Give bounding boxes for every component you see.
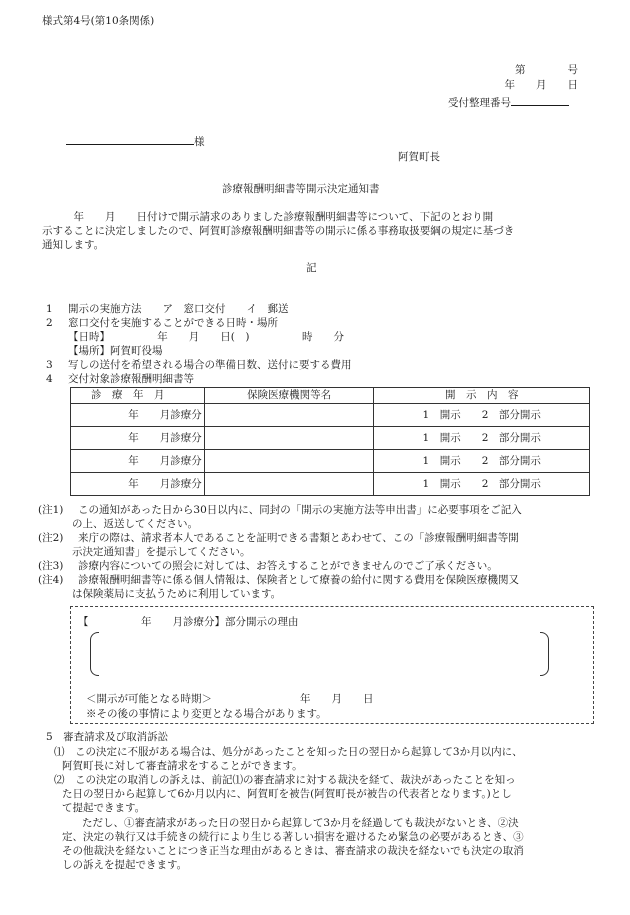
form-number: 様式第4号(第10条関係) <box>42 15 155 27</box>
item-2-counter-delivery: 窓口交付を実施することができる日時・場所 <box>68 317 278 329</box>
cell-month: 年 月診療分 <box>71 473 205 496</box>
note-4-label: (注4) <box>38 574 64 586</box>
receipt-number <box>448 93 569 110</box>
section-5-p2-line-1: ⑵ この決定の取消しの訴えは、前記⑴の審査請求に対する裁決を経て、裁決があったことを知っ <box>54 774 516 786</box>
note-1-label: (注1) <box>38 504 64 516</box>
intro-line-2: 示することに決定しましたので、阿賀町診療報酬明細書等の開示に係る事務取扱要綱の規定に基づき <box>42 225 515 237</box>
cell-institution[interactable] <box>204 473 374 496</box>
note-3-line-1: 診療内容についての照会に対しては、お答えすることができませんのでご了承ください。 <box>78 560 498 572</box>
addressee-name-field[interactable] <box>66 132 194 145</box>
item-4-number: 4 <box>46 373 53 385</box>
disclosure-period-date: 年 月 日 <box>300 693 374 705</box>
note-1-line-2: の上、返送してください。 <box>72 518 198 530</box>
disclosure-period-label: ＜開示が可能となる時期＞ <box>86 693 212 705</box>
addressee-line <box>66 132 205 149</box>
item-3-mailing: 写しの送付を希望される場合の準備日数、送付に要する費用 <box>68 359 352 371</box>
header-institution: 保険医療機関等名 <box>204 388 374 404</box>
table-row <box>71 450 590 473</box>
section-5-p3-line-2: 定、決定の執行又は手続きの続行により生じる著しい損害を避けるため緊急の必要があるとき、③ <box>62 831 524 843</box>
table-header-row <box>71 388 590 404</box>
item-2-datetime: 【日時】 年 月 日( ) 時 分 <box>68 331 344 343</box>
document-title: 診療報酬明細書等開示決定通知書 <box>222 183 380 195</box>
section-5-title: 5 審査請求及び取消訴訟 <box>46 731 169 743</box>
header-content: 開 示 内 容 <box>374 388 590 404</box>
note-1-line-1: この通知があった日から30日以内に、同封の「開示の実施方法等申出書」に必要事項をご記入 <box>78 504 522 516</box>
document-number: 第 号 <box>515 64 578 76</box>
cell-content[interactable]: 1 開示 2 部分開示 <box>374 450 590 473</box>
receipt-number-label: 受付整理番号 <box>448 97 511 109</box>
section-5-p3-line-4: しの訴えを提起できます。 <box>62 859 188 871</box>
disclosure-table <box>70 387 590 496</box>
note-2-label: (注2) <box>38 532 64 544</box>
section-5-p1-line-1: ⑴ この決定に不服がある場合は、処分があったことを知った日の翌日から起算して3か月以内に、 <box>54 746 523 758</box>
item-3-number: 3 <box>46 359 53 371</box>
partial-disclosure-reason-field[interactable] <box>100 634 538 672</box>
section-5-p3-line-1: ただし、①審査請求があった日の翌日から起算して3か月を経過しても裁決がないとき、②決 <box>82 817 519 829</box>
cell-month: 年 月診療分 <box>71 427 205 450</box>
addressee-honorific: 様 <box>194 136 205 148</box>
section-5-p3-line-3: その他裁決を経ないことにつき正当な理由があるときは、審査請求の裁決を経ないでも決定の取消 <box>62 845 524 857</box>
note-4-line-2: は保険薬局に支払うために利用しています。 <box>72 588 282 600</box>
note-4-line-1: 診療報酬明細書等に係る個人情報は、保険者として療養の給付に関する費用を保険医療機関又 <box>78 574 519 586</box>
ki-heading: 記 <box>306 262 317 274</box>
intro-line-1: 年 月 日付けで開示請求のありました診療報酬明細書等について、下記のとおり開 <box>42 211 494 223</box>
cell-institution[interactable] <box>204 404 374 427</box>
disclosure-period-caveat: ※その後の事情により変更となる場合があります。 <box>86 708 327 720</box>
item-1-number: 1 <box>46 303 53 315</box>
section-5-p2-line-3: て提起できます。 <box>62 802 146 814</box>
left-bracket <box>90 632 99 676</box>
right-bracket <box>540 632 549 676</box>
table-row <box>71 473 590 496</box>
item-1-delivery-method: 開示の実施方法 ア 窓口交付 イ 郵送 <box>68 303 289 315</box>
note-2-line-1: 来庁の際は、請求者本人であることを証明できる書類とあわせて、この「診療報酬明細書等開 <box>78 532 519 544</box>
header-month: 診 療 年 月 <box>71 388 205 404</box>
cell-institution[interactable] <box>204 427 374 450</box>
section-5-p1-line-2: 阿賀町長に対して審査請求をすることができます。 <box>62 760 303 772</box>
cell-content[interactable]: 1 開示 2 部分開示 <box>374 404 590 427</box>
cell-content[interactable]: 1 開示 2 部分開示 <box>374 473 590 496</box>
table-row <box>71 404 590 427</box>
issuer: 阿賀町長 <box>398 151 440 163</box>
cell-month: 年 月診療分 <box>71 450 205 473</box>
item-2-number: 2 <box>46 317 53 329</box>
issue-date: 年 月 日 <box>504 79 578 91</box>
cell-institution[interactable] <box>204 450 374 473</box>
cell-content[interactable]: 1 開示 2 部分開示 <box>374 427 590 450</box>
partial-disclosure-heading: 【 年 月診療分】部分開示の理由 <box>78 616 299 628</box>
section-5-p2-line-2: た日の翌日から起算して6か月以内に、阿賀町を被告(阿賀町長が被告の代表者となります。)とし <box>62 788 512 800</box>
note-2-line-2: 示決定通知書」を提示してください。 <box>72 546 251 558</box>
cell-month: 年 月診療分 <box>71 404 205 427</box>
item-4-target-statements: 交付対象診療報酬明細書等 <box>68 373 194 385</box>
receipt-number-field[interactable] <box>511 93 569 106</box>
intro-line-3: 通知します。 <box>42 239 105 251</box>
item-2-place: 【場所】阿賀町役場 <box>68 345 163 357</box>
note-3-label: (注3) <box>38 560 64 572</box>
table-row <box>71 427 590 450</box>
